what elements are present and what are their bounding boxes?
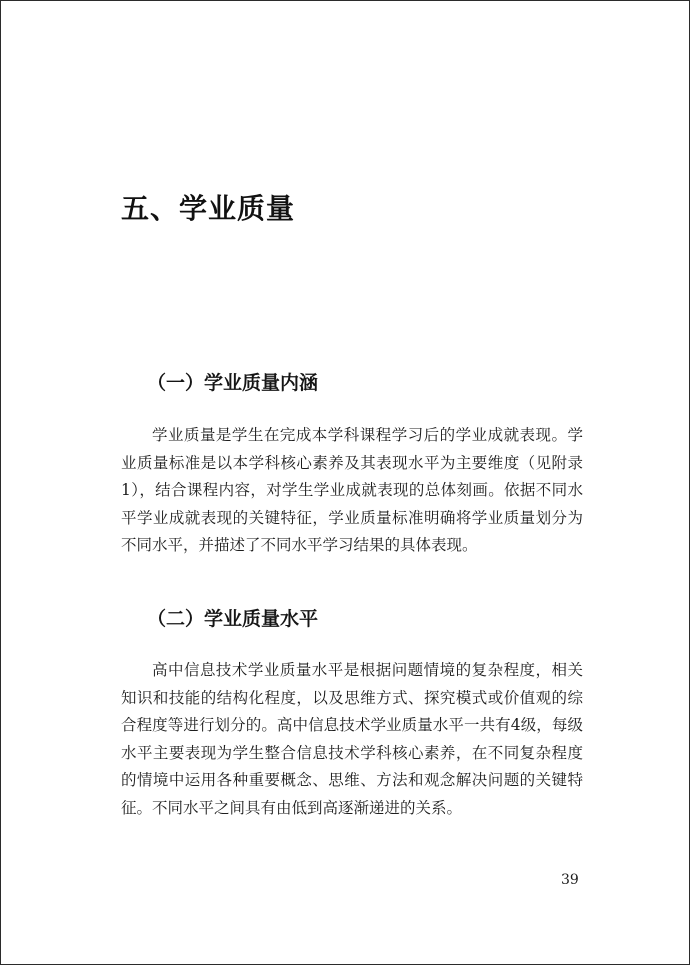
chapter-title: 五、学业质量 <box>121 192 296 225</box>
section-heading-levels: （二）学业质量水平 <box>147 608 319 630</box>
page-number: 39 <box>561 872 579 888</box>
section-heading-connotation: （一）学业质量内涵 <box>147 372 319 394</box>
section-paragraph-connotation: 学业质量是学生在完成本学科课程学习后的学业成就表现。学业质量标准是以本学科核心素养及其表现水平为主要维度（见附录1），结合课程内容，对学生学业成就表现的总体刻画。依据不同水平学业成就表现的关键特征，学业质量标准明确将学业质量划分为不同水平，并描述了不同水平学习结果的具体表现。 <box>121 426 583 554</box>
section-paragraph-levels: 高中信息技术学业质量水平是根据问题情境的复杂程度，相关知识和技能的结构化程度，以及思维方式、探究模式或价值观的综合程度等进行划分的。高中信息技术学业质量水平一共有4级，每级水平主要表现为学生整合信息技术学科核心素养，在不同复杂程度的情境中运用各种重要概念、思维、方法和观念解决问题的关键特征。不同水平之间具有由低到高逐渐递进的关系。 <box>121 661 583 817</box>
